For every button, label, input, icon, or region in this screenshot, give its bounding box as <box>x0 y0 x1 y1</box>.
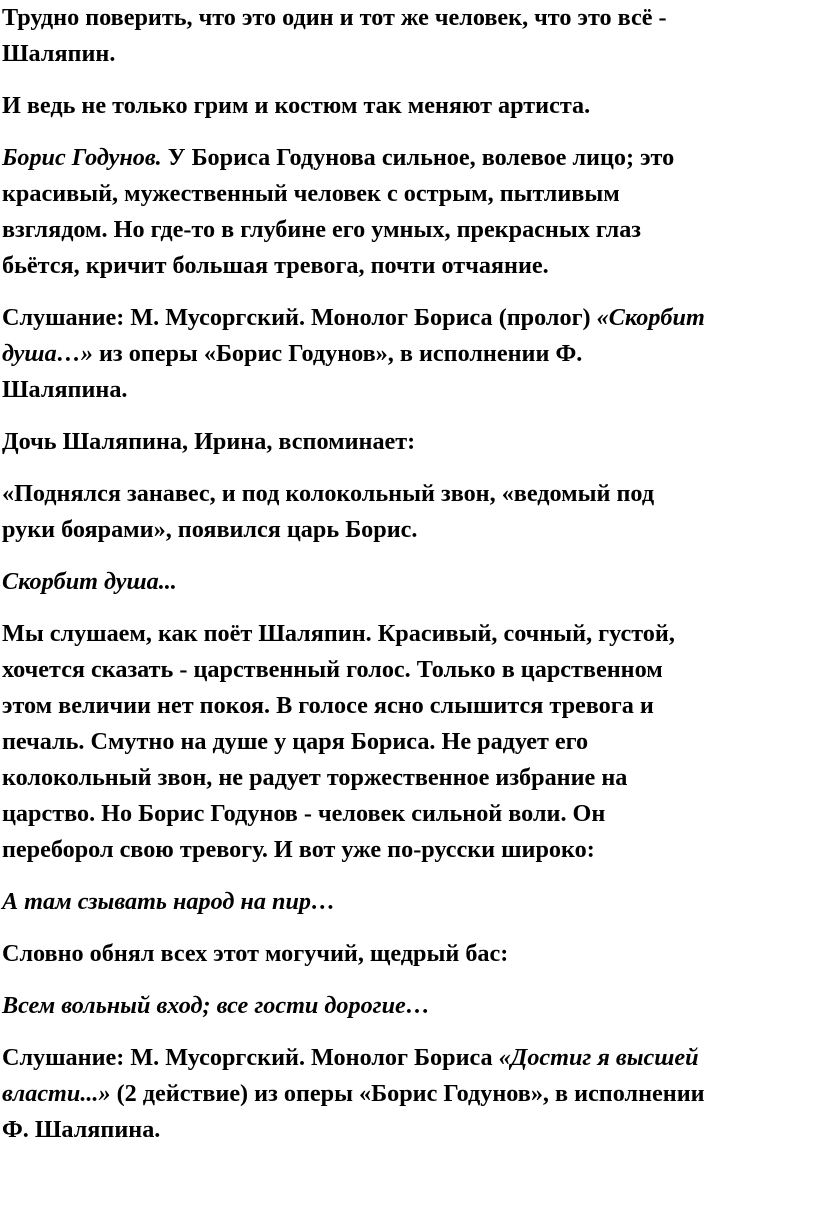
text-run: взглядом. Но где-то в глубине его умных, прекрасных глаз <box>2 216 642 243</box>
text-line <box>2 832 814 868</box>
paragraph <box>2 0 814 72</box>
text-run: Трудно поверить, что это один и тот же человек, что это всё - <box>2 4 667 31</box>
text-line <box>2 616 814 652</box>
paragraph <box>2 140 814 284</box>
italic-text-run: Скорбит душа... <box>2 568 177 595</box>
text-run: Дочь Шаляпина, Ирина, вспоминает: <box>2 428 416 455</box>
text-line <box>2 424 814 460</box>
document-body <box>2 0 814 1164</box>
text-line <box>2 1076 814 1112</box>
text-run: Словно обнял всех этот могучий, щедрый бас: <box>2 940 509 967</box>
text-run: «Поднялся занавес, и под колокольный звон, «ведомый под <box>2 480 655 507</box>
paragraph <box>2 616 814 868</box>
text-line <box>2 372 814 408</box>
text-line <box>2 36 814 72</box>
text-run: красивый, мужественный человек с острым, пытливым <box>2 180 620 207</box>
text-line <box>2 1112 814 1148</box>
text-run: У Бориса Годунова сильное, волевое лицо; это <box>161 144 675 171</box>
text-run: бьётся, кричит большая тревога, почти отчаяние. <box>2 252 549 279</box>
text-line <box>2 564 814 600</box>
paragraph <box>2 1040 814 1148</box>
paragraph <box>2 936 814 972</box>
italic-text-run: душа…» <box>2 340 93 367</box>
text-run: из оперы «Борис Годунов», в исполнении Ф. <box>92 340 583 367</box>
text-run: хочется сказать - царственный голос. Только в царственном <box>2 656 663 683</box>
text-run: Шаляпина. <box>2 376 128 403</box>
text-line <box>2 140 814 176</box>
text-line <box>2 688 814 724</box>
text-line <box>2 0 814 36</box>
text-line <box>2 336 814 372</box>
text-run: Слушание: М. Мусоргский. Монолог Бориса <box>2 1044 499 1071</box>
text-line <box>2 724 814 760</box>
text-line <box>2 884 814 920</box>
italic-text-run: «Скорбит <box>596 304 705 331</box>
italic-text-run: «Достиг я высшей <box>498 1044 699 1071</box>
paragraph <box>2 424 814 460</box>
text-line <box>2 796 814 832</box>
paragraph <box>2 300 814 408</box>
italic-text-run: Борис Годунов. <box>2 144 162 171</box>
italic-text-run: А там сзывать народ на пир… <box>2 888 336 915</box>
text-run: царство. Но Борис Годунов - человек сильной воли. Он <box>2 800 606 827</box>
text-line <box>2 300 814 336</box>
text-run: Ф. Шаляпина. <box>2 1116 161 1143</box>
text-run: переборол свою тревогу. И вот уже по-русски широко: <box>2 836 595 863</box>
text-run: Слушание: М. Мусоргский. Монолог Бориса (пролог) <box>2 304 597 331</box>
text-line <box>2 1040 814 1076</box>
paragraph <box>2 476 814 548</box>
paragraph <box>2 988 814 1024</box>
text-run: И ведь не только грим и костюм так меняют артиста. <box>2 92 591 119</box>
text-run: печаль. Смутно на душе у царя Бориса. Не радует его <box>2 728 589 755</box>
text-run: колокольный звон, не радует торжественное избрание на <box>2 764 628 791</box>
text-line <box>2 512 814 548</box>
text-run: (2 действие) из оперы «Борис Годунов», в исполнении <box>110 1080 705 1107</box>
text-line <box>2 248 814 284</box>
italic-text-run: Всем вольный вход; все гости дорогие… <box>2 992 430 1019</box>
text-line <box>2 936 814 972</box>
text-run: руки боярами», появился царь Борис. <box>2 516 418 543</box>
text-line <box>2 88 814 124</box>
text-line <box>2 176 814 212</box>
text-run: этом величии нет покоя. В голосе ясно слышится тревога и <box>2 692 654 719</box>
paragraph <box>2 564 814 600</box>
paragraph <box>2 884 814 920</box>
italic-text-run: власти...» <box>2 1080 111 1107</box>
text-line <box>2 212 814 248</box>
text-line <box>2 760 814 796</box>
text-line <box>2 988 814 1024</box>
text-line <box>2 476 814 512</box>
text-run: Мы слушаем, как поёт Шаляпин. Красивый, сочный, густой, <box>2 620 675 647</box>
text-line <box>2 652 814 688</box>
text-run: Шаляпин. <box>2 40 116 67</box>
paragraph <box>2 88 814 124</box>
